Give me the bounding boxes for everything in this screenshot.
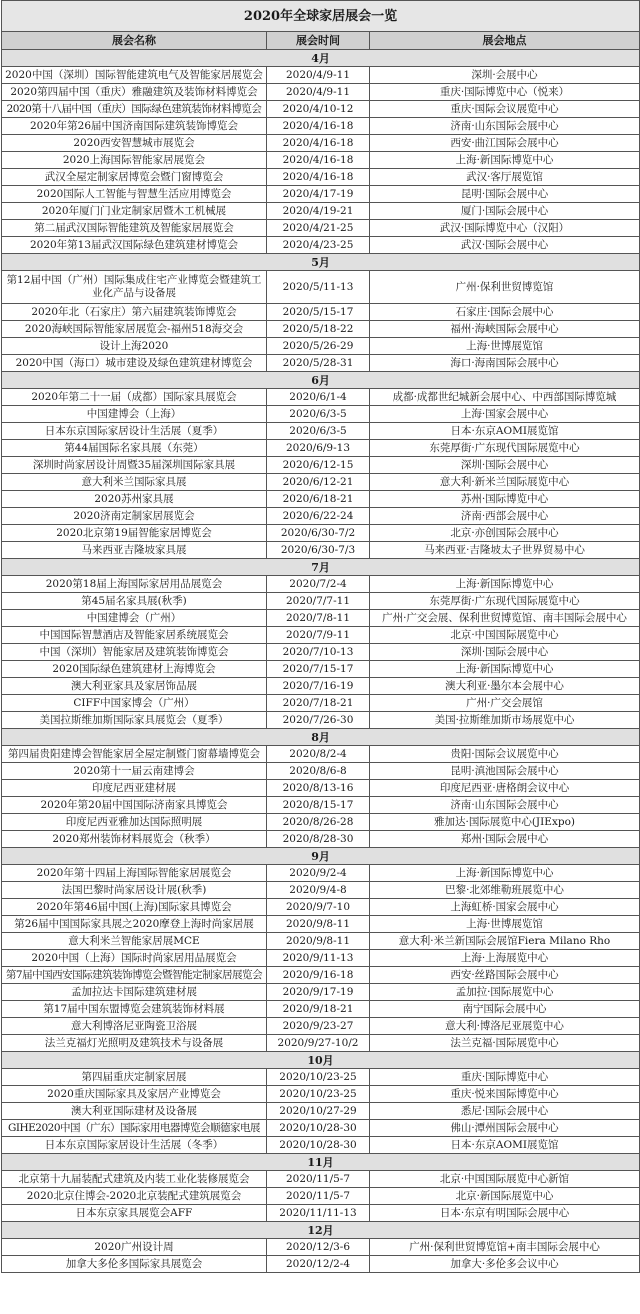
table-row — [2, 338, 640, 355]
expo-date-cell: 2020/5/11-13 — [267, 271, 370, 304]
expo-venue-cell: 福州·海峡国际会展中心 — [370, 321, 640, 338]
expo-venue-cell: 成都·成都世纪城新会展中心、中西部国际博览城 — [370, 389, 640, 406]
expo-venue-cell: 贵阳·国际会议展览中心 — [370, 746, 640, 763]
table-row — [2, 271, 640, 304]
expo-venue-cell: 石家庄·国际会展中心 — [370, 304, 640, 321]
expo-venue-cell: 上海·新国际博览中心 — [370, 661, 640, 678]
expo-date-cell: 2020/4/9-11 — [267, 84, 370, 101]
expo-date-cell: 2020/5/18-22 — [267, 321, 370, 338]
expo-date-cell: 2020/7/18-21 — [267, 695, 370, 712]
expo-venue-cell: 北京·亦创国际会展中心 — [370, 525, 640, 542]
table-row — [2, 457, 640, 474]
expo-venue-cell: 苏州·国际博览中心 — [370, 491, 640, 508]
expo-name-cell: 2020年第13届武汉国际绿色建筑建材博览会 — [2, 237, 267, 254]
expo-name-cell: 日本东京国际家居设计生活展（冬季） — [2, 1137, 267, 1154]
expo-date-cell: 2020/8/15-17 — [267, 797, 370, 814]
table-row — [2, 1103, 640, 1120]
expo-venue-cell: 巴黎·北郊维勒班展览中心 — [370, 882, 640, 899]
expo-venue-cell: 上海·新国际博览中心 — [370, 576, 640, 593]
table-row — [2, 135, 640, 152]
expo-venue-cell: 加拿大·多伦多会议中心 — [370, 1256, 640, 1273]
expo-date-cell: 2020/9/7-10 — [267, 899, 370, 916]
expo-name-cell: GIHE2020中国（广东）国际家用电器博览会顺德家电展 — [2, 1120, 267, 1137]
expo-name-cell: 2020苏州家具展 — [2, 491, 267, 508]
table-row — [2, 695, 640, 712]
table-row — [2, 1239, 640, 1256]
month-section-row — [2, 1222, 640, 1239]
expo-date-cell: 2020/9/2-4 — [267, 865, 370, 882]
expo-date-cell: 2020/9/18-21 — [267, 1001, 370, 1018]
expo-name-cell: 2020西安智慧城市展览会 — [2, 135, 267, 152]
table-row — [2, 1086, 640, 1103]
expo-date-cell: 2020/4/19-21 — [267, 203, 370, 220]
expo-venue-cell: 雅加达·国际展览中心(JIExpo) — [370, 814, 640, 831]
table-row — [2, 814, 640, 831]
expo-date-cell: 2020/4/16-18 — [267, 135, 370, 152]
expo-venue-cell: 法兰克福·国际展览中心 — [370, 1035, 640, 1052]
expo-venue-cell: 孟加拉·国际展览中心 — [370, 984, 640, 1001]
expo-venue-cell: 重庆·国际会议展览中心 — [370, 101, 640, 118]
table-row — [2, 746, 640, 763]
table-row — [2, 950, 640, 967]
expo-date-cell: 2020/10/27-29 — [267, 1103, 370, 1120]
expo-name-cell: 第17届中国东盟博览会建筑装饰材料展 — [2, 1001, 267, 1018]
expo-name-cell: 意大利博洛尼亚陶瓷卫浴展 — [2, 1018, 267, 1035]
expo-date-cell: 2020/6/18-21 — [267, 491, 370, 508]
expo-name-cell: 2020海峡国际智能家居展览会-福州518海交会 — [2, 321, 267, 338]
expo-date-cell: 2020/8/6-8 — [267, 763, 370, 780]
month-section-row — [2, 50, 640, 67]
table-row — [2, 406, 640, 423]
expo-date-cell: 2020/7/7-11 — [267, 593, 370, 610]
expo-name-cell: 印度尼西亚雅加达国际照明展 — [2, 814, 267, 831]
table-row — [2, 1035, 640, 1052]
table-row — [2, 491, 640, 508]
expo-date-cell: 2020/9/17-19 — [267, 984, 370, 1001]
table-row — [2, 440, 640, 457]
expo-date-cell: 2020/9/23-27 — [267, 1018, 370, 1035]
table-row — [2, 576, 640, 593]
expo-venue-cell: 重庆·悦来国际博览中心 — [370, 1086, 640, 1103]
table-row — [2, 1120, 640, 1137]
table-row — [2, 831, 640, 848]
expo-venue-cell: 上海·新国际博览中心 — [370, 152, 640, 169]
table-title: 2020年全球家居展会一览 — [2, 1, 640, 32]
expo-date-cell: 2020/4/16-18 — [267, 118, 370, 135]
expo-date-cell: 2020/4/10-12 — [267, 101, 370, 118]
expo-venue-cell: 武汉·客厅展览馆 — [370, 169, 640, 186]
expo-venue-cell: 美国·拉斯维加斯市场展览中心 — [370, 712, 640, 729]
expo-venue-cell: 上海·世博展览馆 — [370, 338, 640, 355]
expo-name-cell: 2020北京住博会-2020北京装配式建筑展览会 — [2, 1188, 267, 1205]
expo-date-cell: 2020/9/8-11 — [267, 933, 370, 950]
expo-name-cell: 2020第十八届中国（重庆）国际绿色建筑装饰材料博览会 — [2, 101, 267, 118]
expo-name-cell: 2020上海国际智能家居展览会 — [2, 152, 267, 169]
expo-date-cell: 2020/4/16-18 — [267, 169, 370, 186]
expo-name-cell: 第四届重庆定制家居展 — [2, 1069, 267, 1086]
table-row — [2, 593, 640, 610]
expo-name-cell: 日本东京家具展览会AFF — [2, 1205, 267, 1222]
expo-name-cell: 美国拉斯维加斯国际家具展览会（夏季） — [2, 712, 267, 729]
month-label: 12月 — [2, 1222, 640, 1239]
table-row — [2, 712, 640, 729]
expo-date-cell: 2020/7/8-11 — [267, 610, 370, 627]
expo-venue-cell: 日本·东京有明国际会展中心 — [370, 1205, 640, 1222]
header-expo-name: 展会名称 — [2, 32, 267, 50]
expo-name-cell: 深圳时尚家居设计周暨35届深圳国际家具展 — [2, 457, 267, 474]
expo-date-cell: 2020/6/12-21 — [267, 474, 370, 491]
table-row — [2, 1188, 640, 1205]
table-row — [2, 237, 640, 254]
table-row — [2, 186, 640, 203]
expo-name-cell: 第四届贵阳建博会智能家居全屋定制暨门窗幕墙博览会 — [2, 746, 267, 763]
expo-name-cell: 第44届国际名家具展（东莞） — [2, 440, 267, 457]
table-row — [2, 220, 640, 237]
expo-date-cell: 2020/5/26-29 — [267, 338, 370, 355]
expo-name-cell: 法国巴黎时尚家居设计展(秋季) — [2, 882, 267, 899]
table-row — [2, 610, 640, 627]
expo-venue-cell: 上海·上海展览中心 — [370, 950, 640, 967]
table-row — [2, 508, 640, 525]
expo-venue-cell: 马来西亚·吉隆坡太子世界贸易中心 — [370, 542, 640, 559]
expo-date-cell: 2020/6/30-7/2 — [267, 525, 370, 542]
month-label: 4月 — [2, 50, 640, 67]
table-row — [2, 967, 640, 984]
expo-date-cell: 2020/9/27-10/2 — [267, 1035, 370, 1052]
month-label: 5月 — [2, 254, 640, 271]
table-row — [2, 389, 640, 406]
expo-venue-cell: 昆明·滇池国际会展中心 — [370, 763, 640, 780]
expo-date-cell: 2020/11/5-7 — [267, 1188, 370, 1205]
expo-name-cell: 2020郑州装饰材料展览会（秋季） — [2, 831, 267, 848]
expo-name-cell: 日本东京国际家居设计生活展（夏季） — [2, 423, 267, 440]
expo-date-cell: 2020/10/28-30 — [267, 1120, 370, 1137]
expo-venue-cell: 西安·丝路国际会展中心 — [370, 967, 640, 984]
table-row — [2, 1018, 640, 1035]
table-row — [2, 423, 640, 440]
expo-venue-cell: 北京·新国际展览中心 — [370, 1188, 640, 1205]
expo-name-cell: CIFF中国家博会（广州） — [2, 695, 267, 712]
expo-date-cell: 2020/8/26-28 — [267, 814, 370, 831]
expo-venue-cell: 上海·新国际博览中心 — [370, 865, 640, 882]
expo-venue-cell: 悉尼·国际会展中心 — [370, 1103, 640, 1120]
expo-venue-cell: 重庆·国际博览中心（悦来） — [370, 84, 640, 101]
expo-date-cell: 2020/8/28-30 — [267, 831, 370, 848]
expo-date-cell: 2020/6/1-4 — [267, 389, 370, 406]
header-row — [2, 32, 640, 50]
expo-venue-cell: 广州·保利世贸博览馆+南丰国际会展中心 — [370, 1239, 640, 1256]
table-row — [2, 780, 640, 797]
expo-venue-cell: 日本·东京AOMI展览馆 — [370, 1137, 640, 1154]
expo-venue-cell: 上海·世博展览馆 — [370, 916, 640, 933]
table-row — [2, 525, 640, 542]
header-expo-date: 展会时间 — [267, 32, 370, 50]
expo-venue-cell: 北京·中国国际展览中心 — [370, 627, 640, 644]
expo-name-cell: 澳大利亚国际建材及设备展 — [2, 1103, 267, 1120]
table-row — [2, 882, 640, 899]
table-row — [2, 763, 640, 780]
expo-date-cell: 2020/9/16-18 — [267, 967, 370, 984]
expo-date-cell: 2020/8/2-4 — [267, 746, 370, 763]
expo-name-cell: 武汉全屋定制家居博览会暨门窗博览会 — [2, 169, 267, 186]
table-row — [2, 1171, 640, 1188]
table-row — [2, 797, 640, 814]
expo-name-cell: 2020年第20届中国国际济南家具博览会 — [2, 797, 267, 814]
expo-venue-cell: 广州·广交会展、保利世贸博览馆、南丰国际会展中心 — [370, 610, 640, 627]
expo-date-cell: 2020/6/22-24 — [267, 508, 370, 525]
month-section-row — [2, 1154, 640, 1171]
month-section-row — [2, 1052, 640, 1069]
table-row — [2, 916, 640, 933]
table-row — [2, 627, 640, 644]
expo-name-cell: 中国建博会（广州） — [2, 610, 267, 627]
table-row — [2, 1256, 640, 1273]
expo-name-cell: 2020中国（上海）国际时尚家居用品展览会 — [2, 950, 267, 967]
expo-name-cell: 2020中国（海口）城市建设及绿色建筑建材博览会 — [2, 355, 267, 372]
expo-venue-cell: 武汉·国际博览中心（汉阳） — [370, 220, 640, 237]
expo-name-cell: 第45届名家具展(秋季) — [2, 593, 267, 610]
expo-name-cell: 孟加拉达卡国际建筑建材展 — [2, 984, 267, 1001]
expo-date-cell: 2020/4/16-18 — [267, 152, 370, 169]
expo-date-cell: 2020/4/21-25 — [267, 220, 370, 237]
month-label: 7月 — [2, 559, 640, 576]
month-label: 11月 — [2, 1154, 640, 1171]
expo-date-cell: 2020/9/11-13 — [267, 950, 370, 967]
expo-date-cell: 2020/10/23-25 — [267, 1086, 370, 1103]
expo-date-cell: 2020/12/2-4 — [267, 1256, 370, 1273]
expo-name-cell: 2020年第二十一届（成都）国际家具展览会 — [2, 389, 267, 406]
expo-date-cell: 2020/7/2-4 — [267, 576, 370, 593]
expo-venue-cell: 上海虹桥·国家会展中心 — [370, 899, 640, 916]
expo-date-cell: 2020/11/5-7 — [267, 1171, 370, 1188]
expo-venue-cell: 意大利·博洛尼亚展览中心 — [370, 1018, 640, 1035]
expo-date-cell: 2020/5/28-31 — [267, 355, 370, 372]
expo-date-cell: 2020/5/15-17 — [267, 304, 370, 321]
expo-date-cell: 2020/7/15-17 — [267, 661, 370, 678]
expo-name-cell: 中国建博会（上海） — [2, 406, 267, 423]
expo-date-cell: 2020/7/16-19 — [267, 678, 370, 695]
month-label: 9月 — [2, 848, 640, 865]
expo-venue-cell: 海口·海南国际会展中心 — [370, 355, 640, 372]
expo-name-cell: 2020济南定制家居展览会 — [2, 508, 267, 525]
table-row — [2, 1001, 640, 1018]
expo-name-cell: 意大利米兰国际家具展 — [2, 474, 267, 491]
month-label: 8月 — [2, 729, 640, 746]
expo-venue-cell: 南宁国际会展中心 — [370, 1001, 640, 1018]
expo-venue-cell: 济南·山东国际会展中心 — [370, 797, 640, 814]
expo-name-cell: 2020北京第19届智能家居博览会 — [2, 525, 267, 542]
table-row — [2, 933, 640, 950]
expo-date-cell: 2020/7/9-11 — [267, 627, 370, 644]
table-row — [2, 984, 640, 1001]
expo-name-cell: 2020年第46届中国(上海)国际家具博览会 — [2, 899, 267, 916]
table-row — [2, 203, 640, 220]
expo-venue-cell: 意大利·米兰新国际会展馆Fiera Milano Rho — [370, 933, 640, 950]
table-row — [2, 169, 640, 186]
table-row — [2, 152, 640, 169]
month-section-row — [2, 559, 640, 576]
table-row — [2, 661, 640, 678]
month-section-row — [2, 254, 640, 271]
expo-venue-cell: 东莞厚街·广东现代国际展览中心 — [370, 593, 640, 610]
expo-date-cell: 2020/4/17-19 — [267, 186, 370, 203]
expo-venue-cell: 佛山·潭州国际会展中心 — [370, 1120, 640, 1137]
expo-venue-cell: 广州·广交会展馆 — [370, 695, 640, 712]
expo-name-cell: 马来西亚吉隆坡家具展 — [2, 542, 267, 559]
expo-name-cell: 2020年厦门门业定制家居暨木工机械展 — [2, 203, 267, 220]
table-row — [2, 1137, 640, 1154]
expo-venue-cell: 印度尼西亚·唐格朗会议中心 — [370, 780, 640, 797]
expo-venue-cell: 重庆·国际博览中心 — [370, 1069, 640, 1086]
header-expo-venue: 展会地点 — [370, 32, 640, 50]
expo-date-cell: 2020/4/9-11 — [267, 67, 370, 84]
expo-date-cell: 2020/10/28-30 — [267, 1137, 370, 1154]
expo-table-container — [1, 0, 639, 1273]
expo-date-cell: 2020/6/3-5 — [267, 423, 370, 440]
expo-date-cell: 2020/10/23-25 — [267, 1069, 370, 1086]
expo-venue-cell: 郑州·国际会展中心 — [370, 831, 640, 848]
expo-venue-cell: 深圳·国际会展中心 — [370, 644, 640, 661]
expo-date-cell: 2020/4/23-25 — [267, 237, 370, 254]
expo-date-cell: 2020/9/8-11 — [267, 916, 370, 933]
expo-table — [1, 0, 640, 1273]
month-label: 10月 — [2, 1052, 640, 1069]
expo-venue-cell: 意大利·新米兰国际展览中心 — [370, 474, 640, 491]
table-row — [2, 1069, 640, 1086]
expo-name-cell: 设计上海2020 — [2, 338, 267, 355]
expo-name-cell: 2020第四届中国（重庆）雅融建筑及装饰材料博览会 — [2, 84, 267, 101]
expo-venue-cell: 广州·保利世贸博览馆 — [370, 271, 640, 304]
expo-name-cell: 2020年第26届中国济南国际建筑装饰博览会 — [2, 118, 267, 135]
expo-name-cell: 2020第十一届云南建博会 — [2, 763, 267, 780]
expo-name-cell: 2020中国（深圳）国际智能建筑电气及智能家居展览会 — [2, 67, 267, 84]
expo-name-cell: 2020国际人工智能与智慧生活应用博览会 — [2, 186, 267, 203]
expo-venue-cell: 武汉·国际会展中心 — [370, 237, 640, 254]
table-row — [2, 1205, 640, 1222]
expo-name-cell: 第7届中国西安国际建筑装饰博览会暨智能定制家居展览会 — [2, 967, 267, 984]
table-row — [2, 474, 640, 491]
expo-date-cell: 2020/7/10-13 — [267, 644, 370, 661]
expo-name-cell: 第12届中国（广州）国际集成住宅产业博览会暨建筑工业化产品与设备展 — [2, 271, 267, 304]
expo-name-cell: 2020国际绿色建筑建材上海博览会 — [2, 661, 267, 678]
expo-name-cell: 中国（深圳）智能家居及建筑装饰博览会 — [2, 644, 267, 661]
expo-date-cell: 2020/7/26-30 — [267, 712, 370, 729]
expo-name-cell: 第26届中国国际家具展之2020摩登上海时尚家居展 — [2, 916, 267, 933]
expo-venue-cell: 济南·西部会展中心 — [370, 508, 640, 525]
expo-date-cell: 2020/6/9-13 — [267, 440, 370, 457]
expo-date-cell: 2020/12/3-6 — [267, 1239, 370, 1256]
expo-venue-cell: 澳大利亚·墨尔本会展中心 — [370, 678, 640, 695]
table-row — [2, 101, 640, 118]
expo-venue-cell: 济南·山东国际会展中心 — [370, 118, 640, 135]
expo-venue-cell: 东莞厚街·广东现代国际展览中心 — [370, 440, 640, 457]
expo-name-cell: 2020年第十四届上海国际智能家居展览会 — [2, 865, 267, 882]
expo-venue-cell: 北京·中国国际展览中心新馆 — [370, 1171, 640, 1188]
expo-venue-cell: 深圳·国际会展中心 — [370, 457, 640, 474]
expo-date-cell: 2020/6/30-7/3 — [267, 542, 370, 559]
expo-date-cell: 2020/8/13-16 — [267, 780, 370, 797]
expo-name-cell: 第二届武汉国际智能建筑及智能家居展览会 — [2, 220, 267, 237]
expo-venue-cell: 深圳·会展中心 — [370, 67, 640, 84]
expo-name-cell: 印度尼西亚建材展 — [2, 780, 267, 797]
table-row — [2, 84, 640, 101]
expo-venue-cell: 上海·国家会展中心 — [370, 406, 640, 423]
expo-date-cell: 2020/9/4-8 — [267, 882, 370, 899]
table-row — [2, 542, 640, 559]
expo-name-cell: 意大利米兰智能家居展MCE — [2, 933, 267, 950]
table-row — [2, 118, 640, 135]
expo-name-cell: 2020第18届上海国际家居用品展览会 — [2, 576, 267, 593]
expo-name-cell: 北京第十九届装配式建筑及内装工业化装修展览会 — [2, 1171, 267, 1188]
table-row — [2, 321, 640, 338]
table-row — [2, 644, 640, 661]
month-section-row — [2, 848, 640, 865]
month-section-row — [2, 729, 640, 746]
expo-name-cell: 法兰克福灯光照明及建筑技术与设备展 — [2, 1035, 267, 1052]
expo-name-cell: 加拿大多伦多国际家具展览会 — [2, 1256, 267, 1273]
expo-venue-cell: 厦门·国际会展中心 — [370, 203, 640, 220]
expo-name-cell: 中国国际智慧酒店及智能家居系统展览会 — [2, 627, 267, 644]
table-row — [2, 899, 640, 916]
table-row — [2, 355, 640, 372]
table-row — [2, 678, 640, 695]
expo-venue-cell: 昆明·国际会展中心 — [370, 186, 640, 203]
month-label: 6月 — [2, 372, 640, 389]
table-title-row — [2, 1, 640, 32]
expo-name-cell: 2020年北（石家庄）第六届建筑装饰博览会 — [2, 304, 267, 321]
expo-name-cell: 澳大利亚家具及家居饰品展 — [2, 678, 267, 695]
expo-venue-cell: 西安·曲江国际会展中心 — [370, 135, 640, 152]
expo-date-cell: 2020/6/3-5 — [267, 406, 370, 423]
expo-name-cell: 2020广州设计周 — [2, 1239, 267, 1256]
table-row — [2, 304, 640, 321]
table-row — [2, 67, 640, 84]
expo-date-cell: 2020/6/12-15 — [267, 457, 370, 474]
expo-date-cell: 2020/11/11-13 — [267, 1205, 370, 1222]
expo-name-cell: 2020重庆国际家具及家居产业博览会 — [2, 1086, 267, 1103]
table-row — [2, 865, 640, 882]
expo-venue-cell: 日本·东京AOMI展览馆 — [370, 423, 640, 440]
month-section-row — [2, 372, 640, 389]
